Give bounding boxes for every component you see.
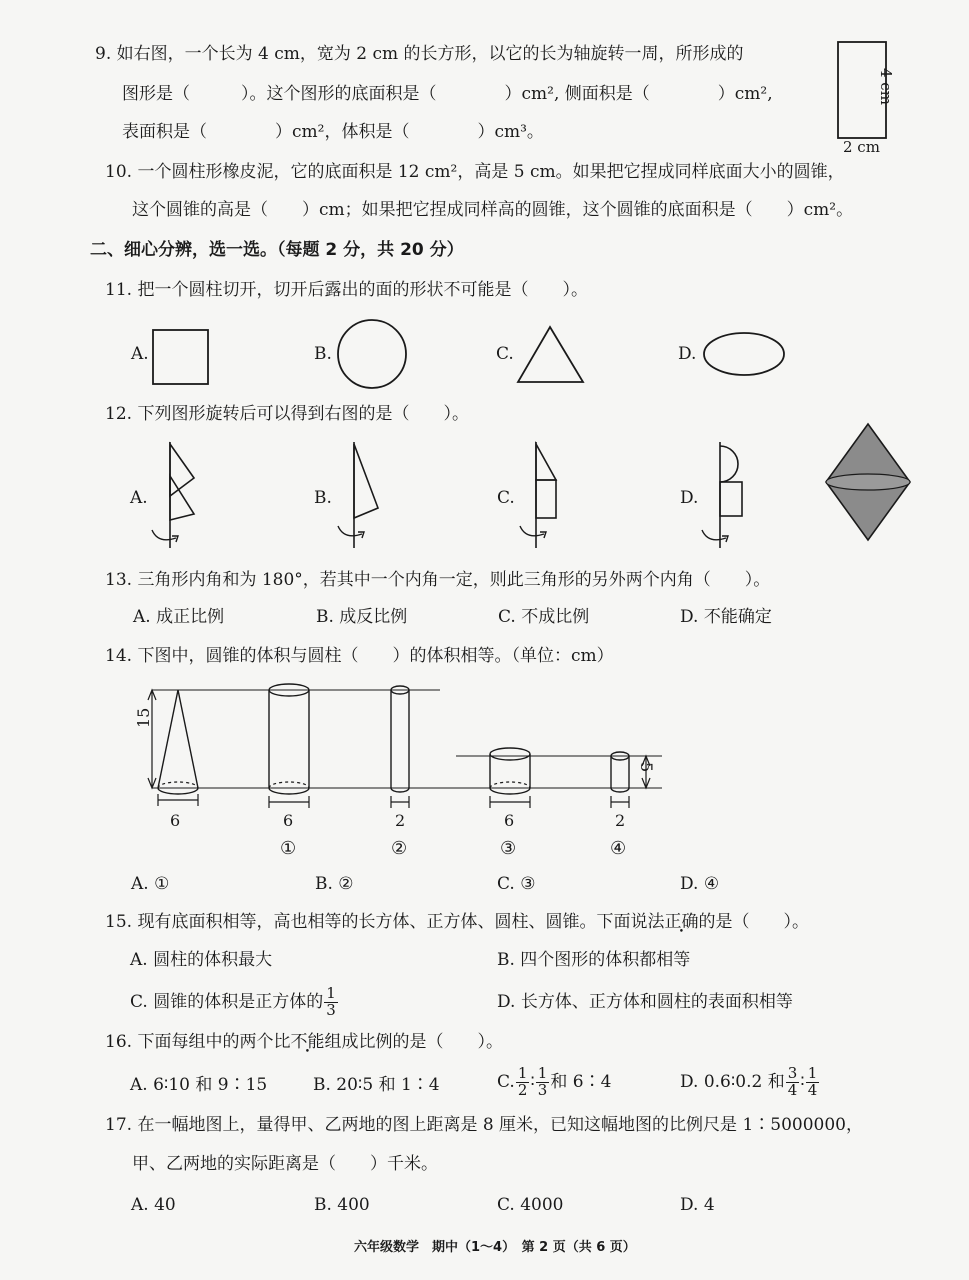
q14-solids-figure: [128, 680, 688, 830]
q15-option-b[interactable]: B. 四个图形的体积都相等: [497, 950, 691, 970]
q14-option-d[interactable]: D. ④: [680, 874, 720, 894]
q9-line2: 图形是（ ）。这个图形的底面积是（ ）cm², 侧面积是（ ）cm²,: [122, 84, 773, 104]
fraction: $\frac{1}{4}$: [807, 1064, 818, 1099]
triangle-icon: [516, 324, 588, 386]
q13-option-c[interactable]: C. 不成比例: [498, 607, 590, 627]
q12-figure-a: [148, 440, 208, 552]
q14-number-1: ①: [280, 838, 297, 859]
q11-option-a[interactable]: A.: [131, 344, 149, 364]
q13-option-d[interactable]: D. 不能确定: [680, 607, 772, 627]
q10-line1: 10. 一个圆柱形橡皮泥，它的底面积是 12 cm²，高是 5 cm。如果把它捏成同样底面大小的圆锥，: [105, 162, 845, 182]
q17-option-a[interactable]: A. 40: [131, 1195, 176, 1215]
q14-stem: 14. 下图中，圆锥的体积与圆柱（ ）的体积相等。（单位：cm）: [105, 646, 614, 666]
q14-number-4: ④: [610, 838, 627, 859]
q11-option-b[interactable]: B.: [314, 344, 332, 364]
q16-option-a[interactable]: A. 6∶10 和 9∶15: [130, 1075, 268, 1095]
q17-line1: 17. 在一幅地图上，量得甲、乙两地的图上距离是 8 厘米，已知这幅地图的比例尺是 1∶5000000，: [105, 1115, 863, 1135]
q14-cone-d-label: 6: [170, 811, 181, 830]
q11-option-c[interactable]: C.: [496, 344, 514, 364]
q12-figure-c: [516, 440, 576, 552]
fraction: $\frac{1}{3}$: [326, 984, 336, 1019]
q13-option-b[interactable]: B. 成反比例: [316, 607, 408, 627]
q14-cone-height-label: 15: [134, 707, 153, 728]
q16-option-c[interactable]: C. $\frac{1}{2}$ ∶ $\frac{1}{3}$ 和 6∶4: [497, 1064, 612, 1099]
square-icon: [150, 328, 212, 388]
q12-option-b[interactable]: B.: [314, 488, 332, 508]
q17-option-b[interactable]: B. 400: [314, 1195, 370, 1215]
q9-line1: 9. 如右图，一个长为 4 cm，宽为 2 cm 的长方形，以它的长为轴旋转一周，所形成的: [95, 44, 744, 64]
q15-option-a[interactable]: A. 圆柱的体积最大: [130, 950, 273, 970]
q11-stem: 11. 把一个圆柱切开，切开后露出的面的形状不可能是（ ）。: [105, 280, 588, 300]
section2-title: 二、细心分辨，选一选。（每题 2 分，共 20 分）: [90, 240, 464, 260]
q9-bottom-label: 2 cm: [843, 138, 880, 156]
q9-line3: 表面积是（ ）cm²，体积是（ ）cm³。: [122, 122, 544, 142]
q15-emphasis: 正确: [664, 912, 699, 932]
q12-option-a[interactable]: A.: [130, 488, 148, 508]
q15-option-d[interactable]: D. 长方体、正方体和圆柱的表面积相等: [497, 992, 793, 1012]
circle-icon: [334, 318, 414, 390]
q15-option-c[interactable]: C. 圆锥的体积是正方体的 $\frac{1}{3}$: [130, 984, 336, 1019]
q14-option-b[interactable]: B. ②: [315, 874, 354, 894]
q14-option-a[interactable]: A. ①: [131, 874, 170, 894]
q12-figure-d: [698, 440, 758, 552]
q10-line2: 这个圆锥的高是（ ）cm；如果把它捏成同样高的圆锥，这个圆锥的底面积是（ ）cm²。: [132, 200, 854, 220]
ellipse-icon: [702, 330, 788, 380]
fraction: $\frac{1}{2}$: [517, 1064, 528, 1099]
q16-option-b[interactable]: B. 20∶5 和 1∶4: [313, 1075, 440, 1095]
q12-option-d[interactable]: D.: [680, 488, 699, 508]
q9-side-label: 4 cm: [877, 68, 895, 105]
q16-option-d[interactable]: D. 0.6∶0.2 和 $\frac{3}{4}$ ∶ $\frac{1}{4}$: [680, 1064, 818, 1099]
q14-c4-d-label: 2: [615, 811, 626, 830]
q12-double-cone-figure: [822, 422, 918, 546]
q14-option-c[interactable]: C. ③: [497, 874, 536, 894]
fraction: $\frac{1}{3}$: [537, 1064, 548, 1099]
fraction: $\frac{3}{4}$: [787, 1064, 798, 1099]
q13-option-a[interactable]: A. 成正比例: [133, 607, 225, 627]
q14-number-2: ②: [391, 838, 408, 859]
q12-stem: 12. 下列图形旋转后可以得到右图的是（ ）。: [105, 404, 469, 424]
q14-number-3: ③: [500, 838, 517, 859]
q17-line2: 甲、乙两地的实际距离是（ ）千米。: [132, 1154, 438, 1174]
q14-c1-d-label: 6: [283, 811, 294, 830]
q14-c3-d-label: 6: [504, 811, 515, 830]
q12-figure-b: [332, 440, 392, 552]
q13-stem: 13. 三角形内角和为 180°，若其中一个内角一定，则此三角形的另外两个内角（ ）。: [105, 570, 771, 590]
q16-stem: 16. 下面每组中的两个比不能组成比例的是（ ）。: [105, 1032, 503, 1052]
q17-option-c[interactable]: C. 4000: [497, 1195, 564, 1215]
q14-c2-d-label: 2: [395, 811, 406, 830]
q15-stem: 15. 现有底面积相等，高也相等的长方体、正方体、圆柱、圆锥。下面说法正确的是（ ）。: [105, 912, 809, 932]
q11-option-d[interactable]: D.: [678, 344, 697, 364]
q17-option-d[interactable]: D. 4: [680, 1195, 715, 1215]
q16-emphasis: 不能: [290, 1032, 325, 1052]
q14-short-height-label: 5: [637, 762, 656, 773]
page-footer: 六年级数学 期中（1～4） 第 2 页（共 6 页）: [354, 1240, 636, 1255]
q12-option-c[interactable]: C.: [497, 488, 515, 508]
